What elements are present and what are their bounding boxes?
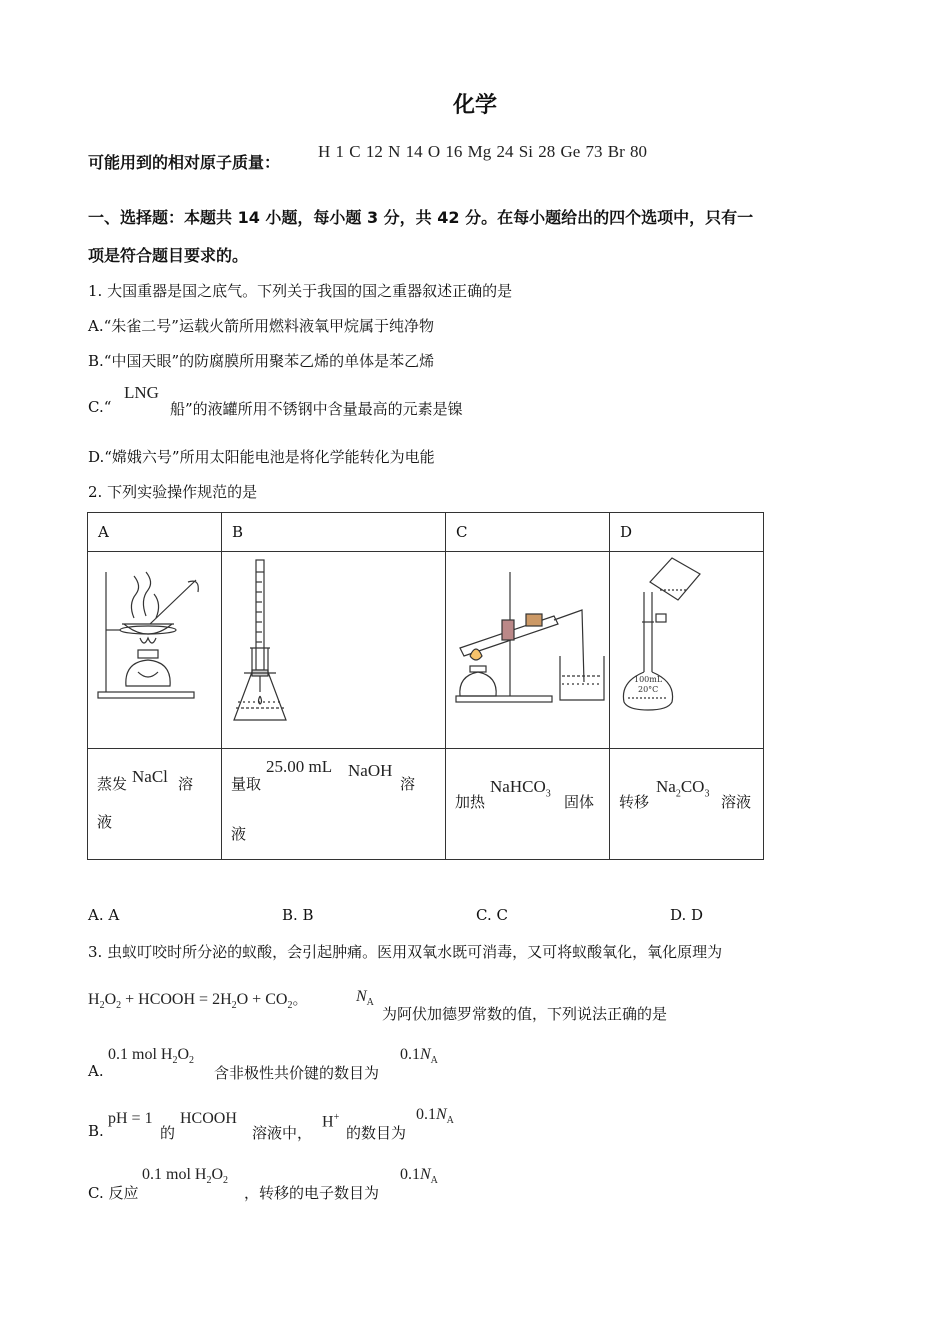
q3-option-a-text: 含非极性共价键的数目为 bbox=[214, 1064, 380, 1082]
q3-option-b-hplus: H+ bbox=[322, 1112, 340, 1131]
section-heading-line2: 项是符合题目要求的。 bbox=[88, 246, 249, 265]
q3-equation: $H_2O_2$ + HCOOH = $2H_2O + CO_2$。 bbox=[88, 991, 308, 1012]
q1-option-c-prefix: C.“ bbox=[88, 398, 112, 416]
q2-table bbox=[87, 512, 764, 860]
q3-option-c-value: $0.1N_A$ bbox=[400, 1166, 438, 1187]
q3-option-c-text: ，转移的电子数目为 bbox=[244, 1184, 380, 1202]
atomic-mass-values: H 1 C 12 N 14 O 16 Mg 24 Si 28 Ge 73 Br 80 bbox=[318, 142, 648, 161]
q3-option-b-text1: 的 bbox=[160, 1124, 176, 1142]
q2-image-d bbox=[610, 552, 764, 749]
q1-option-c-suffix: 船”的液罐所用不锈钢中含量最高的元素是镍 bbox=[170, 400, 463, 418]
heating-solid-illustration bbox=[446, 552, 609, 748]
q3-option-a-label: A. bbox=[88, 1062, 104, 1080]
q2-choice-c: C. C bbox=[476, 906, 508, 924]
q3-option-b-hcooh: HCOOH bbox=[180, 1110, 237, 1127]
q1-option-a: A.“朱雀二号”运载火箭所用燃料液氧甲烷属于纯净物 bbox=[88, 317, 434, 335]
q3-option-b-text2: 溶液中， bbox=[252, 1124, 313, 1142]
q3-na-symbol: $N_A$ bbox=[356, 988, 374, 1009]
evaporation-apparatus-illustration bbox=[88, 552, 221, 748]
q2-image-a bbox=[88, 552, 222, 749]
q2-choice-d: D. D bbox=[670, 906, 704, 924]
q2-stem: 2. 下列实验操作规范的是 bbox=[88, 483, 258, 501]
q2-desc-c: 加热 NaHCO$_3$ 固体 bbox=[446, 749, 610, 860]
page-title: 化学 bbox=[452, 93, 497, 118]
q1-option-b: B.“中国天眼”的防腐膜所用聚苯乙烯的单体是苯乙烯 bbox=[88, 352, 435, 370]
burette-flask-illustration bbox=[222, 552, 445, 748]
section-heading-line1: 一、选择题：本题共 14 小题，每小题 3 分，共 42 分。在每小题给出的四个选项中，只有一 bbox=[88, 208, 754, 227]
atomic-mass-label: 可能用到的相对原子质量： bbox=[88, 153, 281, 172]
q2-image-b bbox=[222, 552, 446, 749]
q2-desc-a: 蒸发 NaCl 溶 液 bbox=[88, 749, 222, 860]
q1-option-d: D.“嫦娥六号”所用太阳能电池是将化学能转化为电能 bbox=[88, 448, 435, 466]
q3-option-c-label: C. 反应 bbox=[88, 1184, 139, 1202]
flask-volume-label: 100mL bbox=[634, 675, 663, 684]
q3-stem-continued: 为阿伏加德罗常数的值，下列说法正确的是 bbox=[382, 1005, 668, 1023]
q1-stem: 1. 大国重器是国之底气。下列关于我国的国之重器叙述正确的是 bbox=[88, 282, 513, 300]
volumetric-flask-illustration bbox=[610, 552, 763, 748]
q3-option-b-label: B. bbox=[88, 1122, 104, 1140]
flask-temp-label: 20°C bbox=[638, 685, 659, 694]
q3-option-a-value: $0.1N_A$ bbox=[400, 1046, 438, 1067]
q1-option-c-lng: LNG bbox=[124, 383, 159, 402]
q2-desc-d: 转移 $Na_2CO_3$ 溶液 bbox=[610, 749, 764, 860]
q2-choice-a: A. A bbox=[88, 906, 120, 924]
q3-option-b-value: $0.1N_A$ bbox=[416, 1106, 454, 1127]
q2-header-c: C bbox=[446, 513, 610, 552]
q2-header-b: B bbox=[222, 513, 446, 552]
q3-option-c-formula: 0.1 mol $H_2O_2$ bbox=[142, 1166, 229, 1187]
q2-desc-b: 量取 25.00 mL NaOH 溶 液 bbox=[222, 749, 446, 860]
q2-header-a: A bbox=[88, 513, 222, 552]
q2-choice-b: B. B bbox=[282, 906, 314, 924]
q3-stem: 3. 虫蚁叮咬时所分泌的蚁酸，会引起肿痛。医用双氧水既可消毒，又可将蚁酸氧化，氧化原理为 bbox=[88, 943, 723, 961]
q2-header-d: D bbox=[610, 513, 764, 552]
q3-option-b-text3: 的数目为 bbox=[346, 1124, 407, 1142]
q3-option-a-formula: 0.1 mol $H_2O_2$ bbox=[108, 1046, 195, 1067]
q3-option-b-ph: pH = 1 bbox=[108, 1110, 153, 1127]
q2-image-c bbox=[446, 552, 610, 749]
